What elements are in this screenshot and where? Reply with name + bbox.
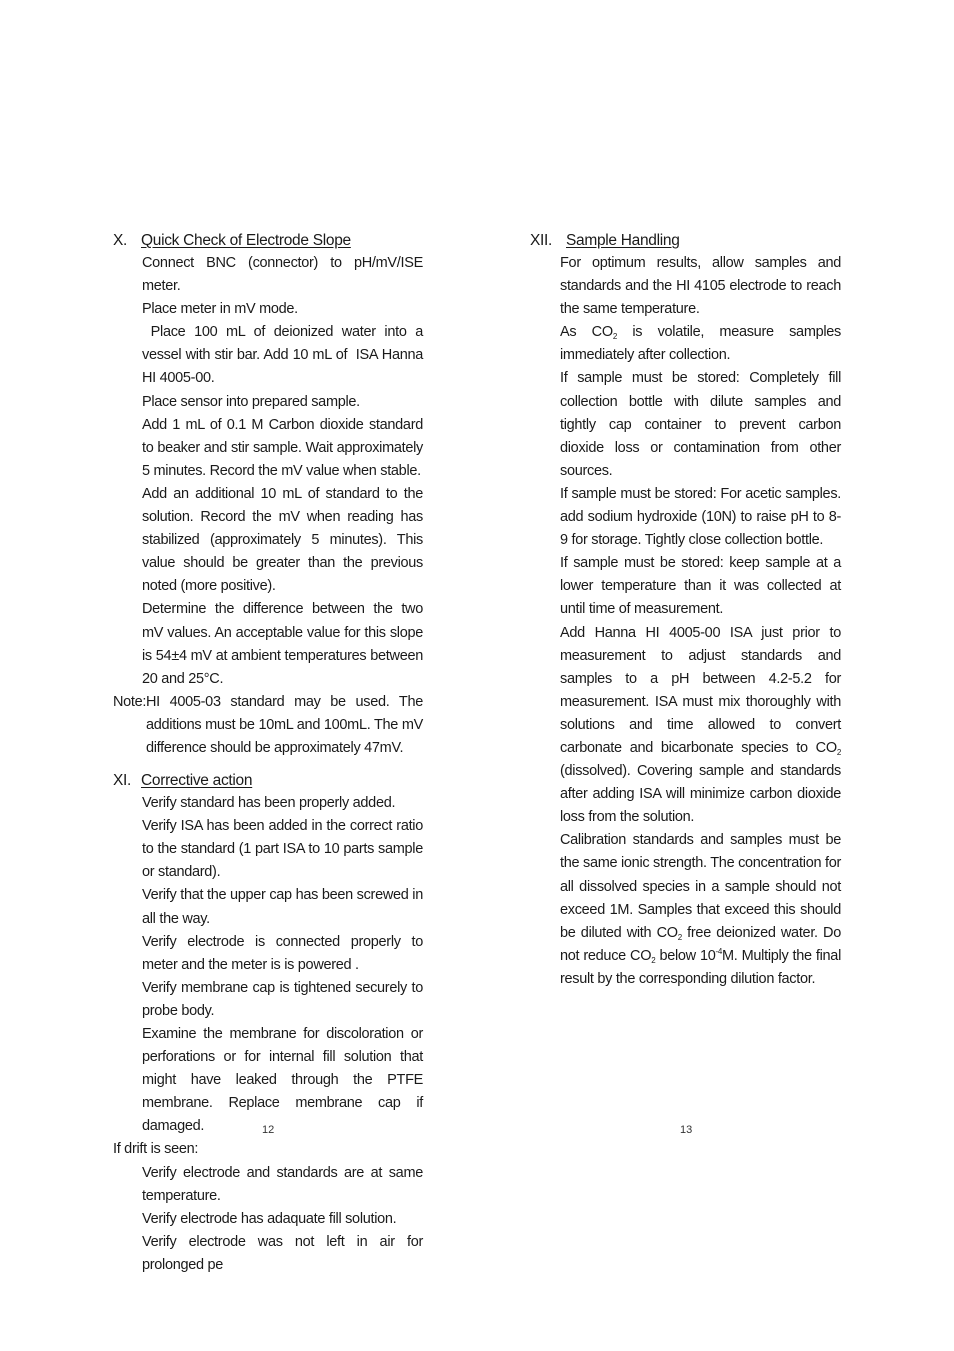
section-xi-step: Verify ISA has been added in the correct ratio to the standard (1 part ISA to 10 parts sample or standard). <box>142 818 423 881</box>
section-xii-title: Sample Handling <box>566 232 680 249</box>
section-xi-step: Verify that the upper cap has been screwed in all the way. <box>142 887 423 927</box>
text-run: As CO <box>560 324 613 341</box>
subscript: 2 <box>677 932 682 942</box>
text-run: free deionized water. Do not reduce CO <box>560 924 841 964</box>
section-x-step: Determine the difference between the two mV values. An acceptable value for this slope is 54±4 mV at ambient temperatures between 20 and 25°C. <box>142 601 423 687</box>
text-run: Add Hanna HI 4005-00 ISA just prior to measurement to adjust standards and samples to a pH between 4.2-5.2 for measurement. ISA must mix thoroughly with solutions and time allowed to convert carbonate and bicarbonate species to CO <box>560 624 841 756</box>
note-text: HI 4005-03 standard may be used. The additions must be 10mL and 100mL. The mV difference should be approximately 47mV. <box>146 693 423 756</box>
section-x-step: Place 100 mL of deionized water into a vessel with stir bar. Add 10 mL of ISA Hanna HI 4005-00. <box>142 324 427 387</box>
text-run: below 10 <box>655 947 716 964</box>
section-xii-heading <box>530 229 841 252</box>
section-xi-number: XI. <box>113 772 132 790</box>
text-run: (dissolved). Covering sample and standards after adding ISA will minimize carbon dioxide loss from the solution. <box>560 763 841 826</box>
subscript: 2 <box>651 955 656 965</box>
sample-paragraph: For optimum results, allow samples and standards and the HI 4105 electrode to reach the same temperature. <box>560 255 841 318</box>
drift-step: Verify electrode has adaquate fill solution. <box>142 1210 397 1227</box>
subscript: 2 <box>612 332 617 342</box>
page-number-right: 13 <box>680 1124 693 1136</box>
drift-step: Verify electrode was not left in air for prolonged pe <box>142 1233 423 1273</box>
text-run: M. Multiply the final result by the corresponding dilution factor. <box>560 947 841 987</box>
section-x-step: Connect BNC (connector) to pH/mV/ISE meter. <box>142 255 423 295</box>
section-x-step: Place sensor into prepared sample. <box>142 393 360 410</box>
section-xi-step: Verify membrane cap is tightened securely to probe body. <box>142 979 423 1019</box>
page-number-left: 12 <box>262 1124 275 1136</box>
text-run: is volatile, measure samples immediately after collection. <box>560 324 841 364</box>
section-x-title: Quick Check of Electrode Slope <box>141 232 351 249</box>
section-x-step: Place meter in mV mode. <box>142 301 298 318</box>
section-xi-heading <box>113 769 423 792</box>
superscript: -4 <box>715 946 723 956</box>
section-x-heading <box>113 229 423 252</box>
sample-paragraph: If sample must be stored: For acetic samples. add sodium hydroxide (10N) to raise pH to 8-9 for storage. Tightly close collection bottle. <box>560 485 841 549</box>
sample-paragraph: If sample must be stored: Completely fill collection bottle with dilute samples and tightly cap container to prevent carbon dioxide loss or contamination from other sources. <box>560 370 841 479</box>
sample-paragraph <box>560 321 841 367</box>
sample-paragraph <box>560 622 841 830</box>
section-x-note <box>113 691 423 760</box>
drift-step: Verify electrode and standards are at same temperature. <box>142 1164 423 1204</box>
left-column <box>113 229 427 1277</box>
drift-label: If drift is seen: <box>113 1141 199 1158</box>
section-xi-title: Corrective action <box>141 772 253 790</box>
section-xi-step: Verify standard has been properly added. <box>142 795 396 812</box>
sample-paragraph <box>560 829 841 991</box>
section-xi-step: Verify electrode is connected properly to meter and the meter is is powered . <box>142 933 423 973</box>
section-xi-step: Examine the membrane for discoloration or perforations or for internal fill solution that might have leaked through the PTFE membrane. Replace membrane cap if damaged. <box>142 1026 423 1135</box>
section-x-number: X. <box>113 232 128 249</box>
note-label: Note: <box>113 693 147 710</box>
text-run: Calibration standards and samples must be the same ionic strength. The concentration for all dissolved species in a sample should not exceed 1M. Samples that exceed this should be diluted with CO <box>560 832 841 941</box>
section-x-step: Add 1 mL of 0.1 M Carbon dioxide standard to beaker and stir sample. Wait approximately 5 minutes. Record the mV value when stable. <box>142 416 423 479</box>
section-x-step: Add an additional 10 mL of standard to the solution. Record the mV when reading has stabilized (approximately 5 minutes). This value should be greater than the previous noted (more positive). <box>142 485 423 595</box>
sample-paragraph: If sample must be stored: keep sample at a lower temperature than it was collected at until time of measurement. <box>560 555 841 618</box>
right-column <box>530 229 841 991</box>
section-xii-number: XII. <box>530 232 553 249</box>
subscript: 2 <box>836 747 841 757</box>
